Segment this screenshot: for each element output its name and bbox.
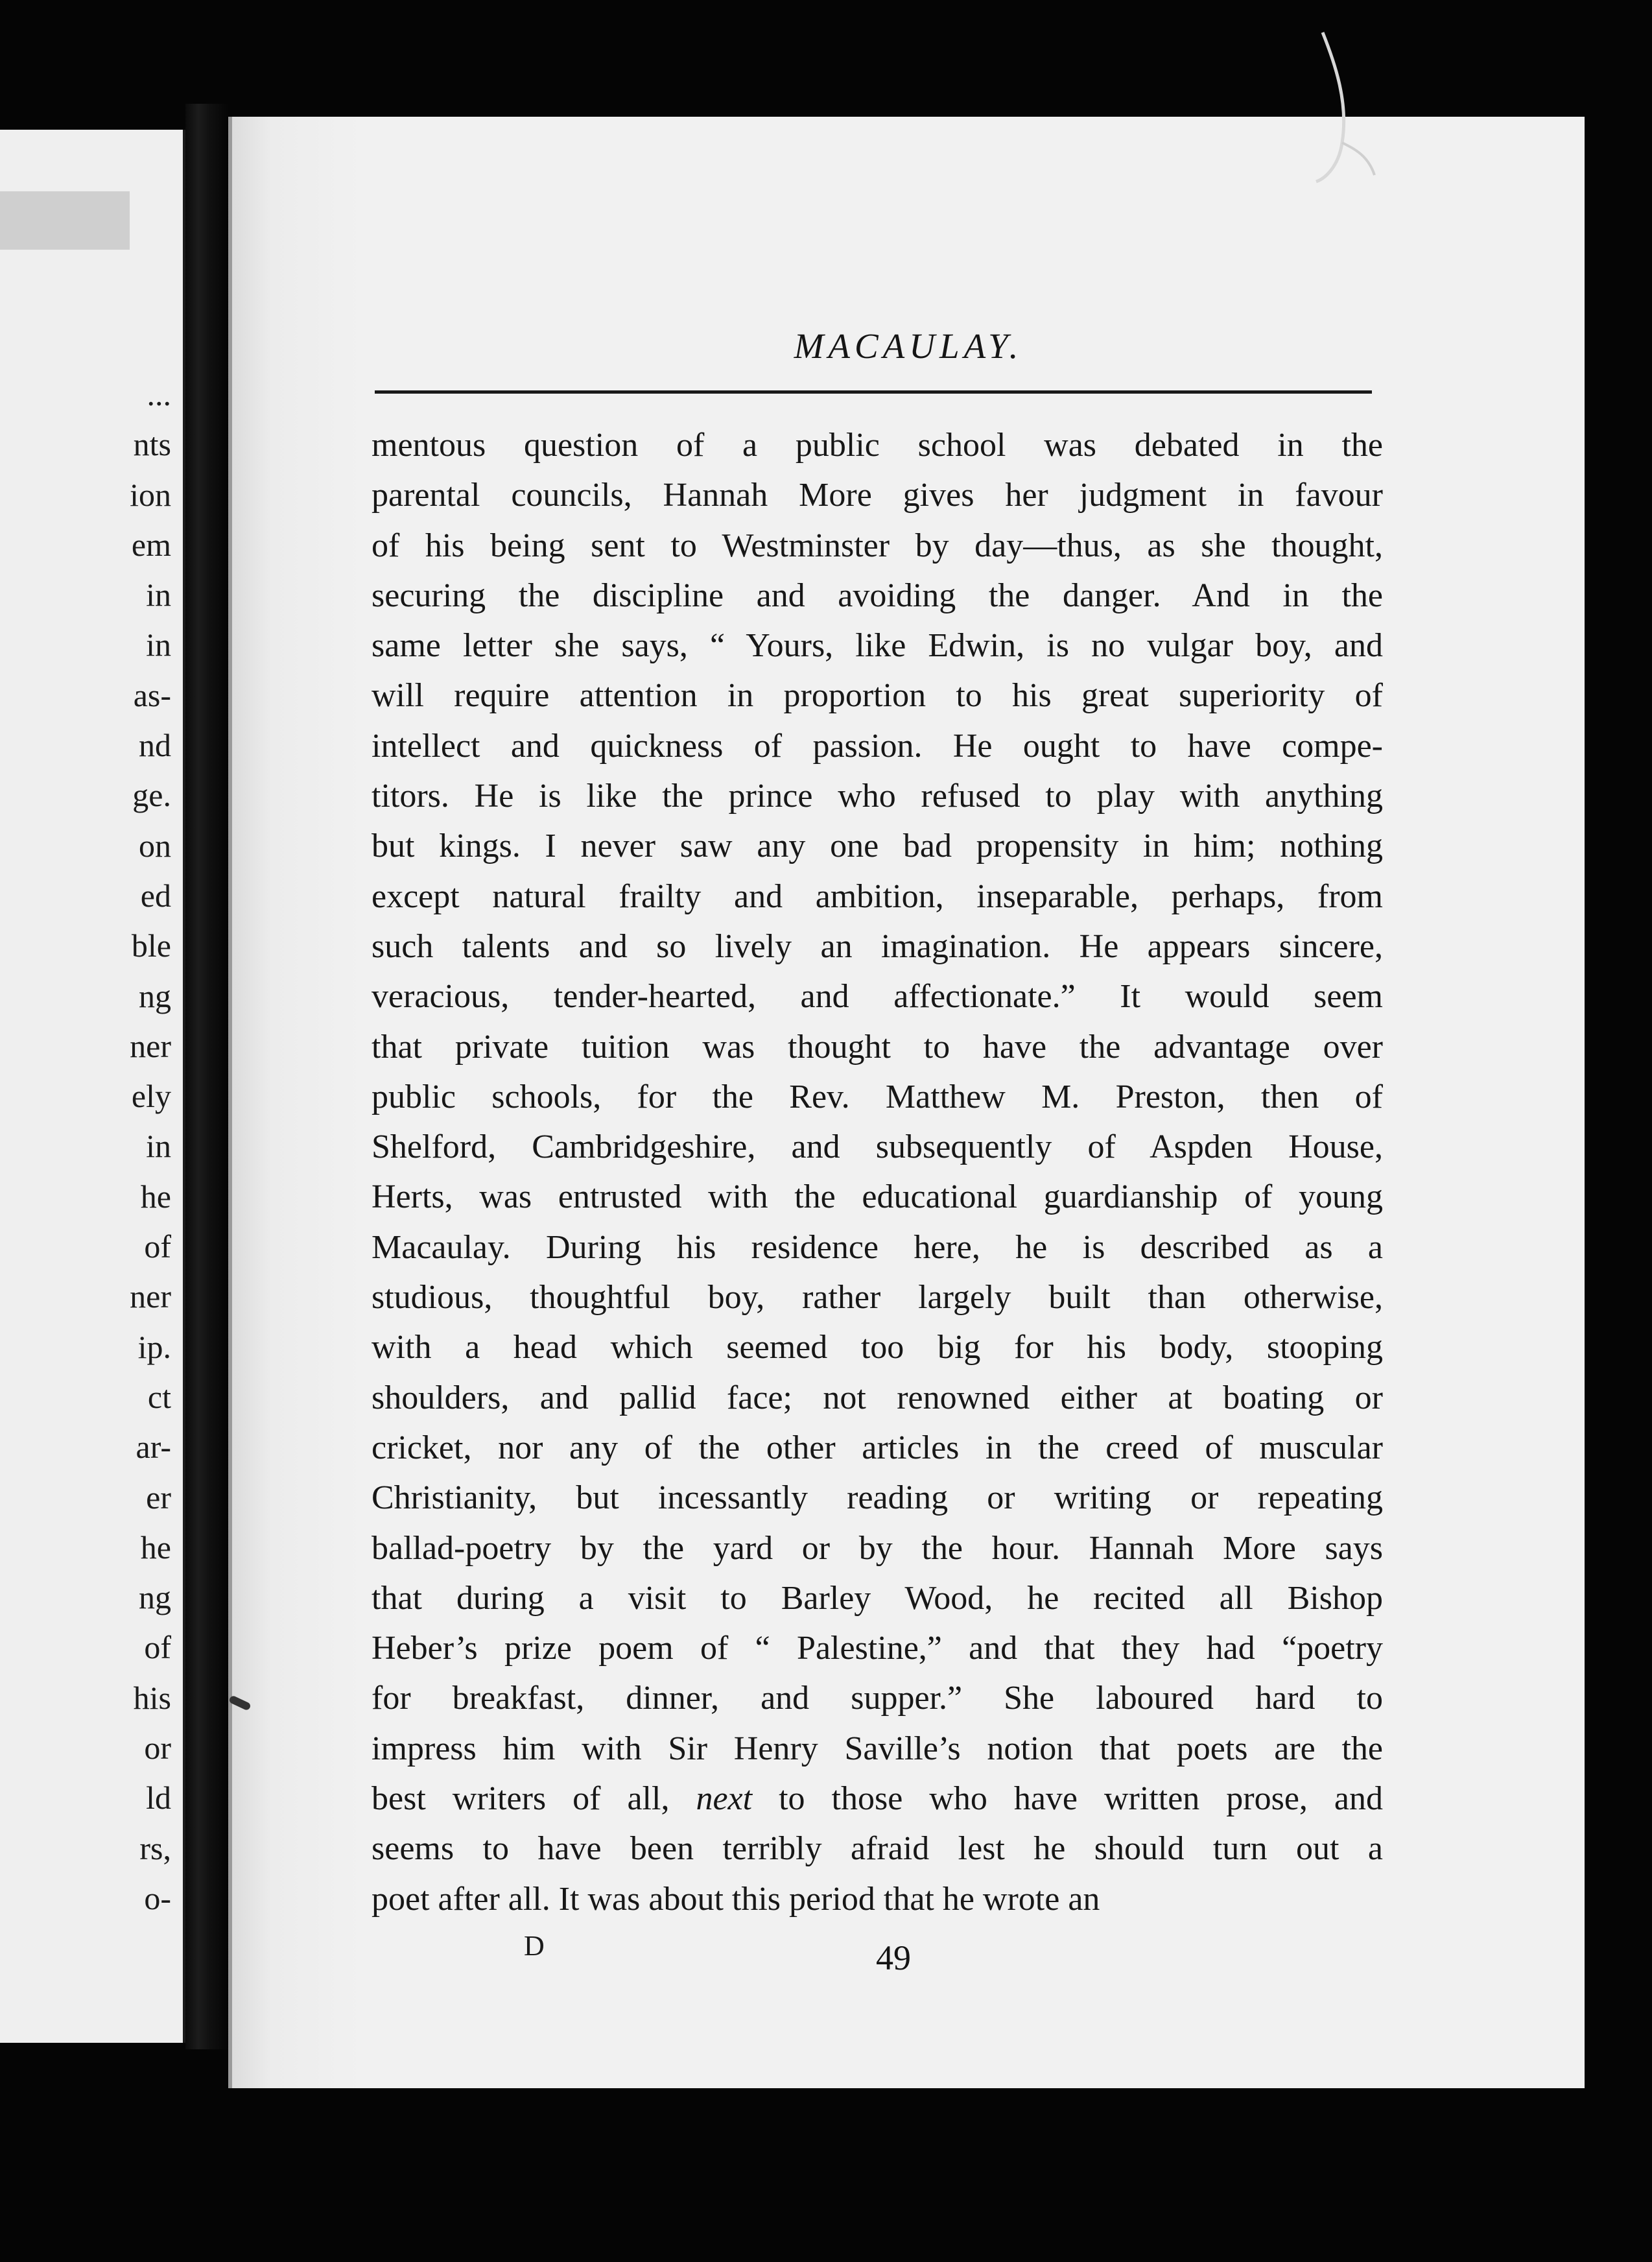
- facing-page-fragment: his: [133, 1679, 171, 1716]
- facing-page-fragment: ed: [140, 877, 171, 914]
- facing-page-fragment: ld: [146, 1780, 171, 1816]
- facing-page-edge: [0, 191, 130, 250]
- page-number: 49: [876, 1938, 911, 1977]
- facing-page-fragment: in: [146, 1128, 171, 1165]
- text-line: Christianity, but incessantly reading or writing or repeating: [372, 1479, 1383, 1517]
- header-rule: [375, 390, 1372, 394]
- text-line: poet after all. It was about this period that he wrote an: [372, 1880, 1100, 1918]
- text-line: that during a visit to Barley Wood, he recited all Bishop: [372, 1579, 1383, 1617]
- text-line: studious, thoughtful boy, rather largely built than otherwise,: [372, 1279, 1383, 1316]
- text-run: to those who have written prose, and: [752, 1780, 1383, 1818]
- text-line: parental councils, Hannah More gives her judgment in favour: [372, 477, 1383, 514]
- text-line: securing the discipline and avoiding the danger. And in the: [372, 577, 1383, 614]
- facing-page-fragment: ng: [139, 977, 171, 1014]
- text-line: will require attention in proportion to his great superiority of: [372, 677, 1383, 715]
- facing-page-fragment: ion: [130, 476, 171, 513]
- facing-page-fragment: er: [146, 1479, 171, 1516]
- binding-gutter: [185, 104, 228, 2049]
- facing-page-fragment: em: [131, 526, 171, 563]
- facing-page-fragment: he: [140, 1529, 171, 1566]
- text-line: cricket, nor any of the other articles in the creed of muscular: [372, 1429, 1383, 1466]
- text-line: of his being sent to Westminster by day—thus, as she thought,: [372, 527, 1383, 564]
- running-head: MACAULAY.: [794, 326, 1023, 366]
- facing-page-fragment: as-: [133, 676, 171, 713]
- facing-page-fragment: ...: [147, 376, 171, 412]
- italic-word: next: [696, 1780, 753, 1818]
- text-line: Macaulay. During his residence here, he is described as a: [372, 1228, 1383, 1266]
- text-line: mentous question of a public school was debated in the: [372, 427, 1383, 464]
- text-line: titors. He is like the prince who refused to play with anything: [372, 778, 1383, 815]
- facing-page-fragment: of: [144, 1629, 171, 1666]
- facing-page-fragment: on: [139, 827, 171, 864]
- scratch-mark: [1310, 26, 1387, 195]
- text-line: with a head which seemed too big for his body, stooping: [372, 1329, 1383, 1366]
- facing-page-fragment: ble: [131, 927, 171, 964]
- text-line: Herts, was entrusted with the educational guardianship of young: [372, 1178, 1383, 1216]
- text-line: Shelford, Cambridgeshire, and subsequently of Aspden House,: [372, 1128, 1383, 1166]
- facing-page-fragment: nts: [133, 426, 171, 463]
- facing-page-fragment: ct: [147, 1378, 171, 1415]
- facing-page-fragment: ner: [130, 1278, 171, 1315]
- facing-page-fragment: ng: [139, 1579, 171, 1616]
- text-line: Heber’s prize poem of “ Palestine,” and that they had “poetry: [372, 1630, 1383, 1667]
- text-line: [372, 1774, 1383, 1824]
- facing-page-fragment: in: [146, 626, 171, 663]
- text-line: seems to have been terribly afraid lest he should turn out a: [372, 1830, 1383, 1868]
- facing-page-left: [0, 130, 185, 2043]
- facing-page-fragment: ely: [131, 1078, 171, 1115]
- facing-page-fragment: ner: [130, 1027, 171, 1064]
- facing-page-fragment: rs,: [139, 1829, 171, 1866]
- text-line: but kings. I never saw any one bad propensity in him; nothing: [372, 827, 1383, 865]
- facing-page-fragment: ip.: [137, 1328, 171, 1365]
- facing-page-fragment: in: [146, 577, 171, 613]
- body-text: [372, 420, 1383, 1924]
- facing-page-fragment: or: [144, 1730, 171, 1767]
- text-line: public schools, for the Rev. Matthew M. Preston, then of: [372, 1078, 1383, 1115]
- facing-page-text-fragments: [130, 370, 171, 1923]
- text-run: best writers of all,: [372, 1780, 696, 1818]
- facing-page-fragment: nd: [139, 727, 171, 764]
- facing-page-fragment: ge.: [132, 777, 171, 814]
- facing-page-fragment: o-: [144, 1879, 171, 1916]
- text-line: for breakfast, dinner, and supper.” She laboured hard to: [372, 1680, 1383, 1717]
- book-page: [228, 117, 1585, 2088]
- text-line: except natural frailty and ambition, inseparable, perhaps, from: [372, 877, 1383, 915]
- text-line: shoulders, and pallid face; not renowned either at boating or: [372, 1379, 1383, 1416]
- text-line: same letter she says, “ Yours, like Edwin, is no vulgar boy, and: [372, 627, 1383, 665]
- text-line: impress him with Sir Henry Saville’s notion that poets are the: [372, 1730, 1383, 1767]
- facing-page-fragment: ar-: [136, 1429, 171, 1466]
- text-line: intellect and quickness of passion. He ought to have compe-: [372, 727, 1383, 765]
- text-line: such talents and so lively an imagination. He appears sincere,: [372, 927, 1383, 965]
- text-line: that private tuition was thought to have the advantage over: [372, 1028, 1383, 1066]
- signature-mark: D: [524, 1930, 545, 1962]
- facing-page-fragment: of: [144, 1228, 171, 1265]
- margin-blot: [228, 1695, 252, 1711]
- facing-page-fragment: he: [140, 1178, 171, 1215]
- text-line: ballad-poetry by the yard or by the hour. Hannah More says: [372, 1529, 1383, 1567]
- text-line: veracious, tender-hearted, and affectionate.” It would seem: [372, 978, 1383, 1016]
